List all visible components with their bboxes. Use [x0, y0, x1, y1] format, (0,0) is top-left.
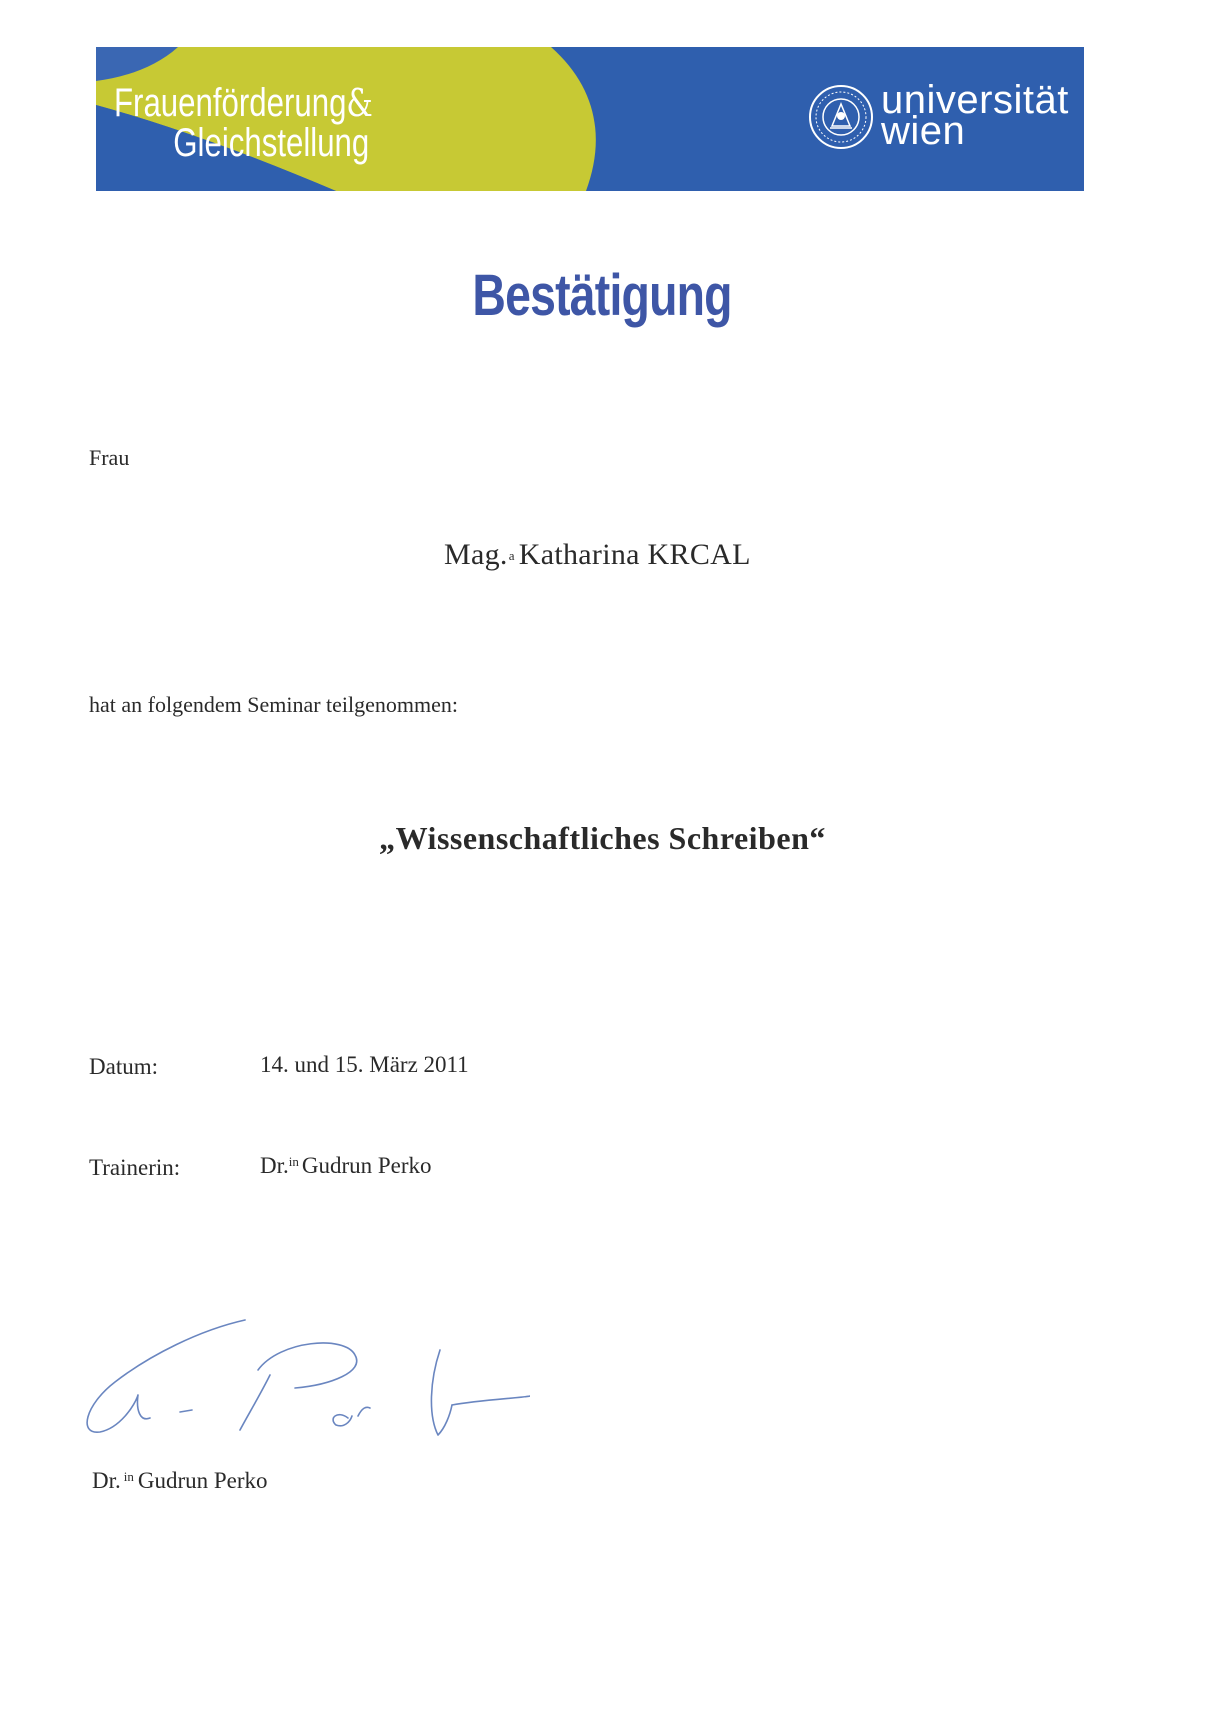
trainer-value [260, 1153, 432, 1179]
signer-full-name: Gudrun Perko [137, 1468, 268, 1493]
trainer-title-prefix: Dr. [260, 1153, 289, 1178]
wordmark-line-1: universität [881, 78, 1069, 122]
recipient-title-suffix: a [508, 548, 515, 563]
university-seal-icon [808, 84, 874, 150]
recipient-full-name: Katharina KRCAL [518, 538, 751, 571]
signer-name [92, 1468, 268, 1494]
header-banner [96, 47, 1084, 191]
university-wordmark [881, 78, 1069, 154]
logo-line-2: Gleichstellung [173, 121, 370, 165]
logo-ampersand: & [346, 81, 373, 125]
salutation: Frau [89, 445, 130, 470]
signer-title-suffix: in [123, 1469, 134, 1484]
trainer-title-suffix: in [288, 1154, 299, 1169]
document-title: Bestätigung [472, 263, 733, 328]
wordmark-line-2: wien [881, 109, 966, 154]
logo-line-1: Frauenförderung [114, 81, 347, 125]
trainer-name: Gudrun Perko [301, 1153, 432, 1178]
attended-text: hat an folgendem Seminar teilgenommen: [89, 692, 459, 717]
seminar-title: „Wissenschaftliches Schreiben“ [379, 820, 826, 856]
women-equality-logo-text [114, 83, 373, 163]
date-label: Datum: [89, 1054, 158, 1079]
recipient-title-prefix: Mag. [444, 538, 508, 571]
handwritten-signature [80, 1310, 530, 1450]
trainer-label: Trainerin: [89, 1155, 181, 1180]
recipient-name [444, 538, 751, 572]
date-value: 14. und 15. März 2011 [260, 1052, 469, 1077]
signer-title-prefix: Dr. [92, 1468, 121, 1493]
